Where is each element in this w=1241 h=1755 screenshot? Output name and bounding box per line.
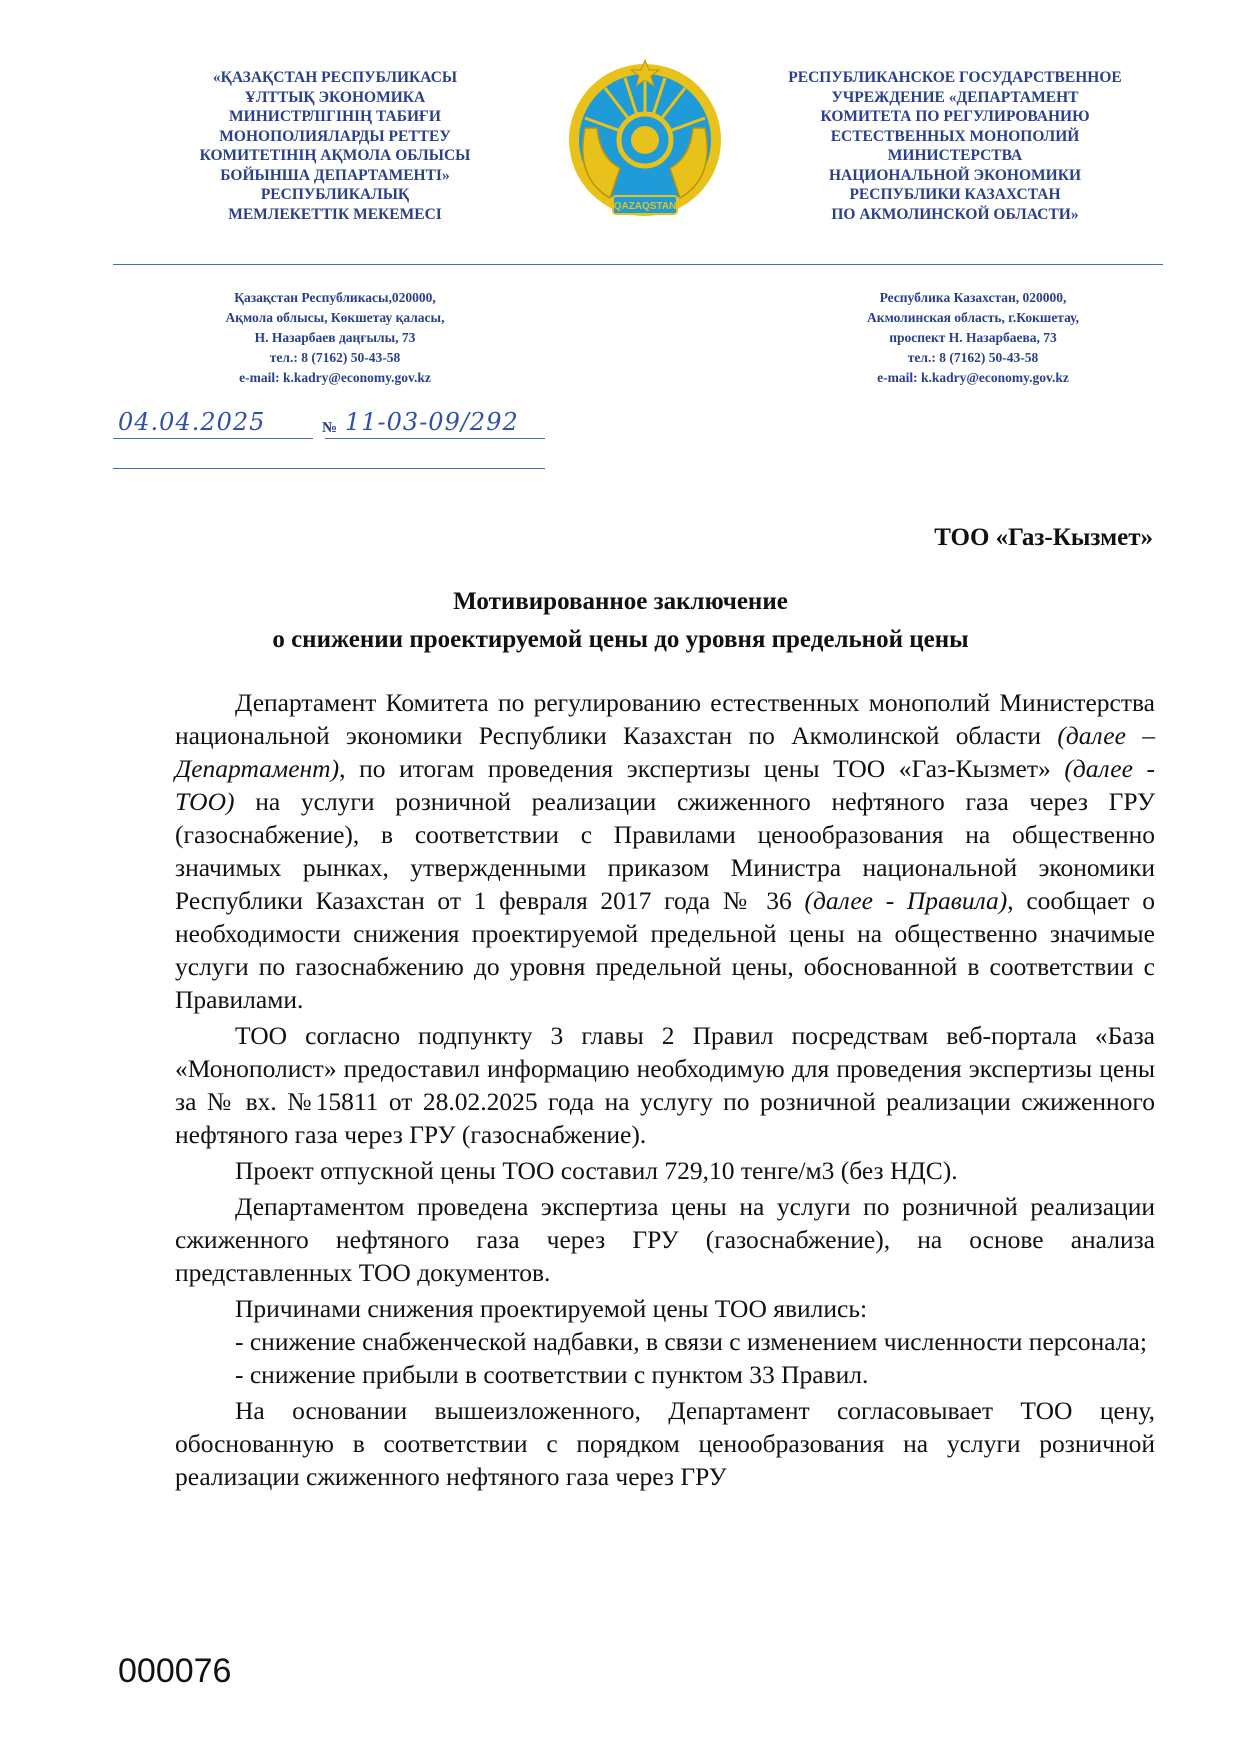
state-emblem-icon xyxy=(565,58,725,228)
registration-blank-line xyxy=(113,468,545,469)
header-left-line: МОНОПОЛИЯЛАРДЫ РЕТТЕУ xyxy=(219,127,451,145)
header-divider xyxy=(113,264,1163,265)
list-item: - снижение прибыли в соответствии с пунктом 33 Правил. xyxy=(235,1360,869,1389)
header-left xyxy=(150,68,520,224)
address-right-line: Акмолинская область, г.Кокшетау, xyxy=(867,310,1079,325)
header-right xyxy=(750,68,1160,224)
paragraph: ТОО согласно подпункту 3 главы 2 Правил посредствам веб-портала «База «Монополист» предоставил информацию необходимую для проведения экспертизы цены за № вх. №15811 от 28.02.2025 года на услугу по розничной реализации сжиженного нефтяного газа через ГРУ (газоснабжение). xyxy=(175,1021,1155,1149)
emblem-label: QAZAQSTAN xyxy=(613,201,677,212)
address-left-line: тел.: 8 (7162) 50-43-58 xyxy=(269,350,401,365)
header-left-line: РЕСПУБЛИКАЛЫҚ xyxy=(260,186,410,203)
paragraph: На основании вышеизложенного, Департамент согласовывает ТОО цену, обоснованную в соответствии с порядком ценообразования на услуги розничной реализации сжиженного нефтяного газа через ГРУ xyxy=(175,1396,1155,1491)
address-right-line: e-mail: k.kadry@economy.gov.kz xyxy=(877,370,1069,385)
address-right-line: Республика Казахстан, 020000, xyxy=(879,290,1067,305)
document-body xyxy=(175,686,1155,1493)
header-right-line: КОМИТЕТА ПО РЕГУЛИРОВАНИЮ xyxy=(820,108,1090,125)
header-right-line: МИНИСТЕРСТВА xyxy=(887,147,1023,164)
recipient: ТОО «Газ-Кызмет» xyxy=(934,524,1153,551)
paragraph: Департамент Комитета по регулированию естественных монополий Министерства национальной экономики Республики Казахстан по Акмолинской области (далее – Департамент), по итогам проведения экспертизы цены ТОО «Газ-Кызмет» (далее - ТОО) на услуги розничной реализации сжиженного нефтяного газа через ГРУ (газоснабжение), в соответствии с Правилами ценообразования на общественно значимых рынках, утвержденными приказом Министра национальной экономики Республики Казахстан от 1 февраля 2017 года № 36 (далее - Правила), сообщает о необходимости снижения проектируемой предельной цены на общественно значимые услуги по газоснабжению до уровня предельной цены, обоснованной в соответствии с Правилами. xyxy=(175,688,1155,1014)
header-right-line: РЕСПУБЛИКИ КАЗАХСТАН xyxy=(849,186,1061,203)
header-left-line: КОМИТЕТІНІҢ АҚМОЛА ОБЛЫСЫ xyxy=(199,147,471,164)
page-serial-number: 000076 xyxy=(118,1652,232,1690)
paragraph: Проект отпускной цены ТОО составил 729,10 тенге/м3 (без НДС). xyxy=(235,1156,958,1185)
list-item: - снижение снабженческой надбавки, в связи с изменением численности персонала; xyxy=(235,1327,1147,1356)
registration-date-underline xyxy=(113,438,313,439)
header-left-line: БОЙЫНША ДЕПАРТАМЕНТІ» xyxy=(220,166,450,184)
registration-date: 04.04.2025 xyxy=(118,408,266,436)
address-left-line: Ақмола облысы, Көкшетау қаласы, xyxy=(225,310,445,325)
header-right-line: ЕСТЕСТВЕННЫХ МОНОПОЛИЙ xyxy=(830,127,1080,145)
registration-number-label: № xyxy=(322,420,338,436)
header-right-line: НАЦИОНАЛЬНОЙ ЭКОНОМИКИ xyxy=(828,166,1082,184)
address-left-line: Қазақстан Республикасы,020000, xyxy=(234,290,436,305)
paragraph: Департаментом проведена экспертиза цены на услуги по розничной реализации сжиженного нефтяного газа через ГРУ (газоснабжение), на основе анализа представленных ТОО документов. xyxy=(175,1192,1155,1287)
registration-number-underline xyxy=(325,438,545,439)
address-left xyxy=(180,288,490,388)
header-right-line: РЕСПУБЛИКАНСКОЕ ГОСУДАРСТВЕННОЕ xyxy=(788,69,1122,86)
address-right xyxy=(818,288,1128,388)
address-left-line: Н. Назарбаев даңғылы, 73 xyxy=(254,330,416,345)
header-left-line: МИНИСТРЛІГІНІҢ ТАБИҒИ xyxy=(229,108,441,125)
header-left-line: ҰЛТТЫҚ ЭКОНОМИКА xyxy=(244,88,426,106)
header-right-line: ПО АКМОЛИНСКОЙ ОБЛАСТИ» xyxy=(831,205,1079,223)
address-right-line: проспект Н. Назарбаева, 73 xyxy=(889,330,1057,345)
document-title: Мотивированное заключение xyxy=(453,588,788,615)
header-left-line: «ҚАЗАҚСТАН РЕСПУБЛИКАСЫ xyxy=(212,69,458,86)
header-right-line: УЧРЕЖДЕНИЕ «ДЕПАРТАМЕНТ xyxy=(831,88,1079,106)
address-right-line: тел.: 8 (7162) 50-43-58 xyxy=(907,350,1039,365)
registration-number: 11-03-09/292 xyxy=(345,408,519,436)
paragraph: Причинами снижения проектируемой цены ТОО явились: xyxy=(235,1294,868,1323)
header-left-line: МЕМЛЕКЕТТІК МЕКЕМЕСІ xyxy=(228,205,442,223)
document-subtitle: о снижении проектируемой цены до уровня предельной цены xyxy=(272,626,969,653)
address-left-line: e-mail: k.kadry@economy.gov.kz xyxy=(239,370,431,385)
